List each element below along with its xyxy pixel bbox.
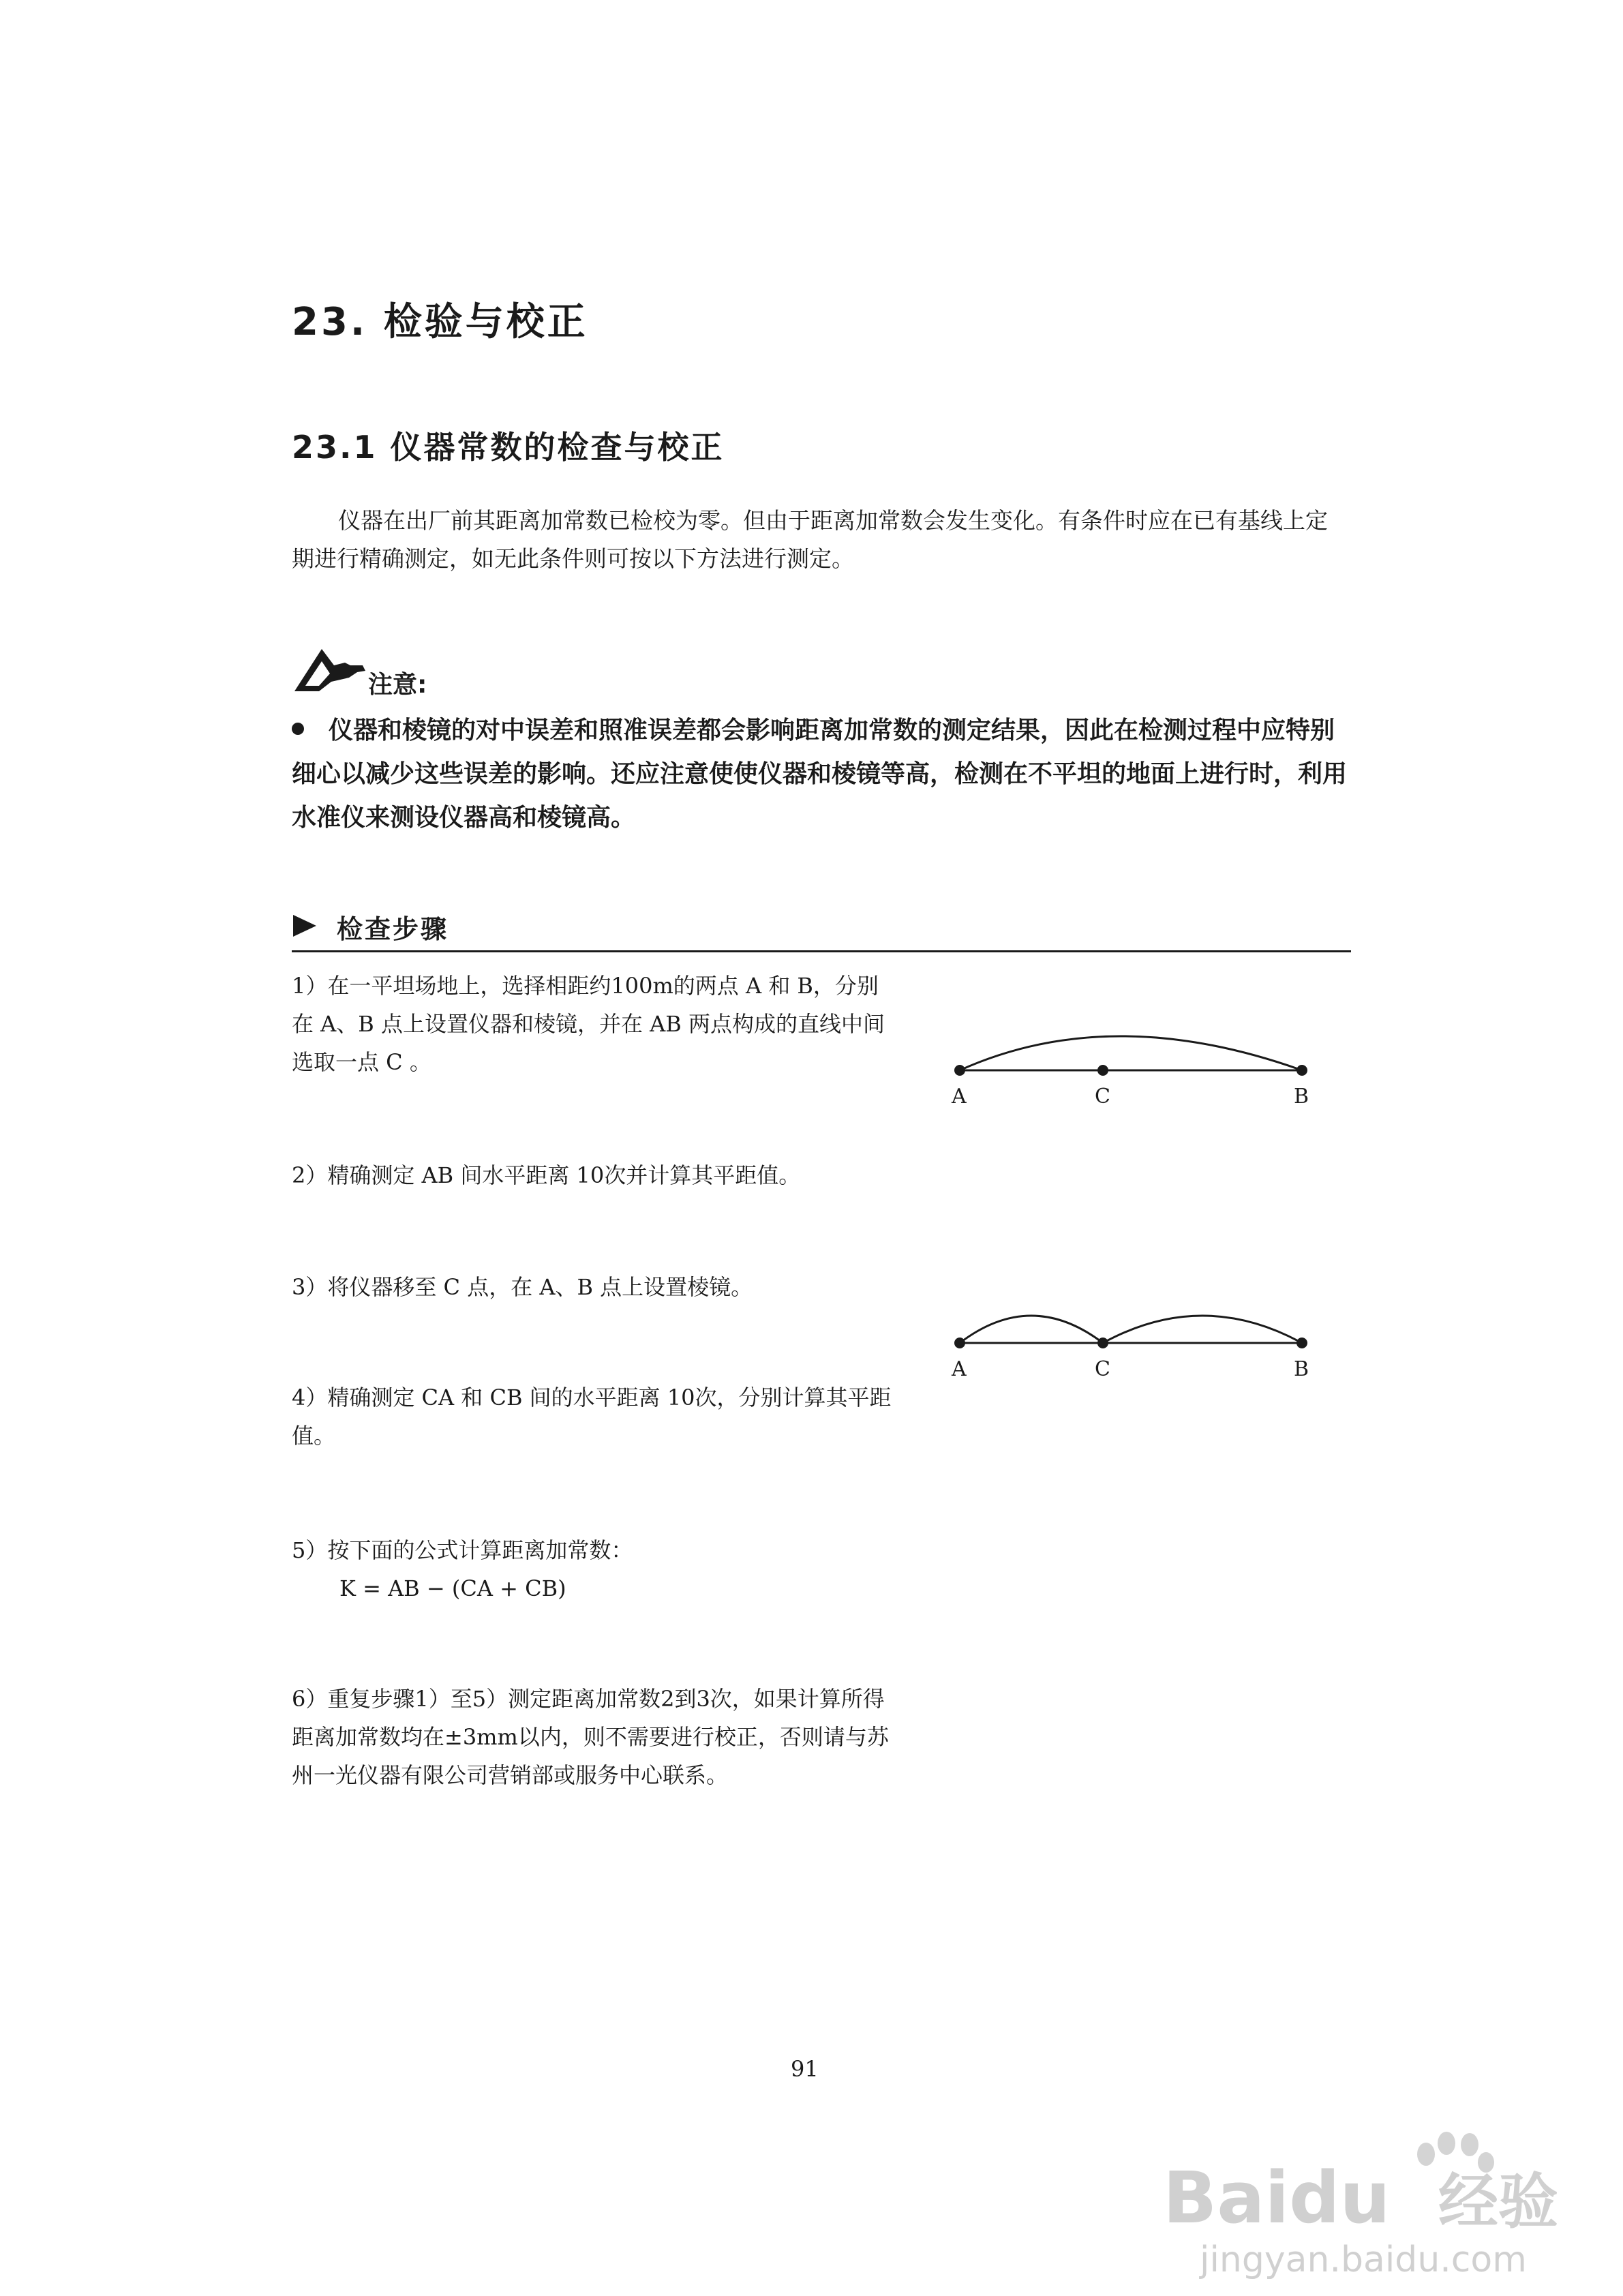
step-1: 1）在一平坦场地上，选择相距约100m的两点 A 和 B，分别在 A、B 点上设置仪器和棱镜，并在 AB 两点构成的直线中间选取一点 C 。 bbox=[292, 973, 885, 1075]
bullet-icon bbox=[292, 723, 304, 735]
step-2: 2）精确测定 AB 间水平距离 10次并计算其平距值。 bbox=[292, 1162, 801, 1188]
step-5-text: 5）按下面的公式计算距离加常数： bbox=[292, 1537, 633, 1563]
point-c-dot bbox=[1097, 1065, 1108, 1076]
diagram-ca-cb bbox=[941, 1295, 1322, 1404]
label-a: A bbox=[952, 1357, 967, 1381]
note-text: 仪器和棱镜的对中误差和照准误差都会影响距离加常数的测定结果，因此在检测过程中应特别细心以减少这些误差的影响。还应注意使使仪器和棱镜等高，检测在不平坦的地面上进行时，利用水准仪来测设仪器高和棱镜高。 bbox=[292, 716, 1348, 832]
point-a-dot bbox=[954, 1065, 965, 1076]
point-a-dot bbox=[954, 1338, 965, 1348]
note-label: 注意: bbox=[368, 671, 427, 699]
arc-ab bbox=[960, 1036, 1302, 1070]
note-body bbox=[292, 709, 1355, 840]
point-b-dot bbox=[1296, 1065, 1307, 1076]
step-3: 3）将仪器移至 C 点，在 A、B 点上设置棱镜。 bbox=[292, 1274, 753, 1300]
warning-hand-icon bbox=[292, 645, 368, 694]
watermark-url: jingyan.baidu.com bbox=[1200, 2239, 1527, 2280]
page-number: 91 bbox=[791, 2056, 819, 2082]
section-divider bbox=[292, 950, 1351, 952]
watermark-suffix: 经验 bbox=[1438, 2166, 1559, 2237]
label-c: C bbox=[1095, 1085, 1110, 1108]
intro-paragraph: 仪器在出厂前其距离加常数已检校为零。但由于距离加常数会发生变化。有条件时应在已有基线上定期进行精确测定，如无此条件则可按以下方法进行测定。 bbox=[292, 507, 1328, 572]
point-c-dot bbox=[1097, 1338, 1108, 1348]
triangle-right-icon bbox=[292, 913, 318, 938]
arc-cb bbox=[1103, 1316, 1302, 1343]
page-heading: 23. 检验与校正 bbox=[292, 300, 588, 344]
section-title: 检查步骤 bbox=[337, 914, 449, 944]
diagram-ab-baseline bbox=[941, 1023, 1322, 1132]
label-b: B bbox=[1294, 1357, 1309, 1381]
step-6: 6）重复步骤1）至5）测定距离加常数2到3次，如果计算所得距离加常数均在±3mm以内，则不需要进行校正，否则请与苏州一光仪器有限公司营销部或服务中心联系。 bbox=[292, 1686, 889, 1788]
label-a: A bbox=[952, 1085, 967, 1108]
arc-ca bbox=[960, 1316, 1103, 1343]
label-c: C bbox=[1095, 1357, 1110, 1381]
section-subheading: 23.1 仪器常数的检查与校正 bbox=[292, 429, 725, 466]
watermark-brand: Baidu bbox=[1163, 2156, 1391, 2239]
step-4: 4）精确测定 CA 和 CB 间的水平距离 10次，分别计算其平距值。 bbox=[292, 1385, 892, 1449]
label-b: B bbox=[1294, 1085, 1309, 1108]
step-5 bbox=[292, 1531, 892, 1607]
formula: K = AB − (CA + CB) bbox=[339, 1575, 566, 1601]
point-b-dot bbox=[1296, 1338, 1307, 1348]
baidu-watermark bbox=[1159, 2120, 1609, 2284]
